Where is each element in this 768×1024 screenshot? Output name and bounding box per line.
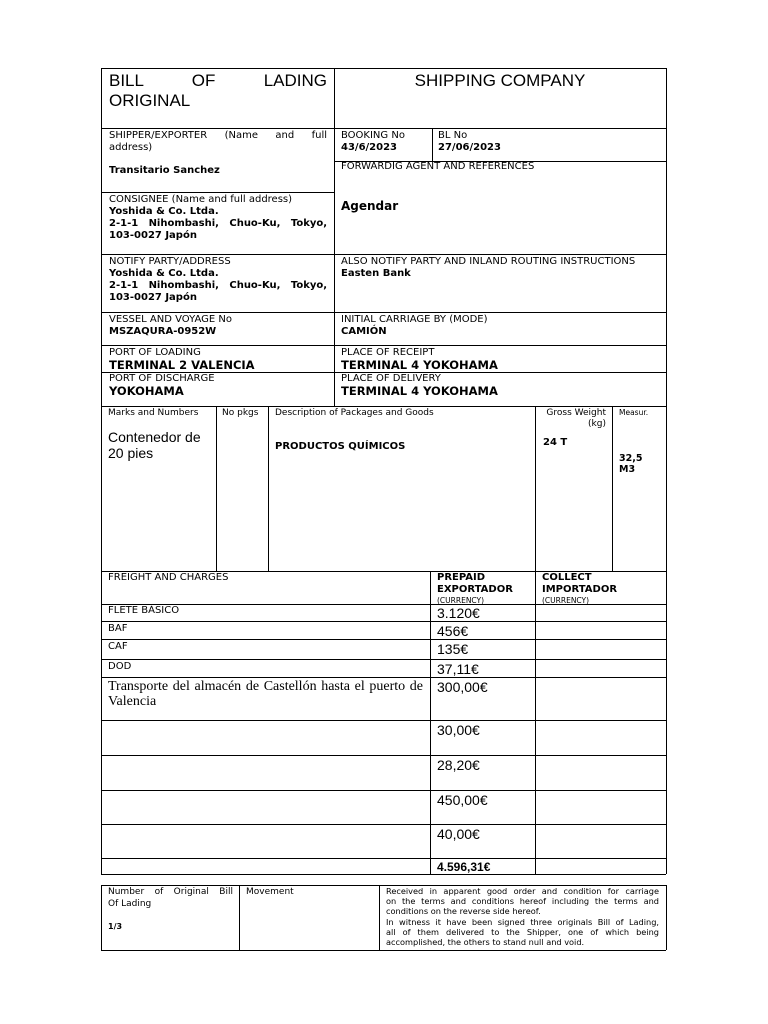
freight-row-desc: BAF [108, 623, 128, 634]
marks-label: Marks and Numbers [108, 408, 199, 418]
place-delivery-label: PLACE OF DELIVERY [341, 373, 441, 384]
freight-row-prepaid: 135€ [437, 641, 469, 657]
notify-line1: Yoshida & Co. Ltda. [109, 268, 219, 279]
rule [101, 621, 666, 622]
rule [101, 345, 666, 346]
freight-total: 4.596,31€ [437, 860, 491, 874]
bl-value: 27/06/2023 [438, 142, 501, 153]
vessel-label: VESSEL AND VOYAGE No [109, 314, 232, 325]
consignee-line3: 103-0027 Japón [109, 230, 197, 241]
pkgs-label: No pkgs [222, 408, 259, 418]
booking-value: 43/6/2023 [341, 142, 398, 153]
shipper-value: Transitario Sanchez [109, 165, 220, 176]
rule [101, 790, 666, 791]
rule [101, 885, 102, 950]
rule [101, 755, 666, 756]
port-discharge-value: YOKOHAMA [109, 384, 184, 398]
freight-row-prepaid: 300,00€ [437, 679, 488, 695]
freight-row-desc: DOD [108, 661, 132, 672]
rule [379, 885, 380, 950]
consignee-label: CONSIGNEE (Name and full address) [109, 194, 293, 205]
freight-row-prepaid: 40,00€ [437, 826, 480, 842]
notify-label: NOTIFY PARTY/ADDRESS [109, 256, 231, 267]
place-delivery-value: TERMINAL 4 YOKOHAMA [341, 384, 498, 398]
also-notify-label: ALSO NOTIFY PARTY AND INLAND ROUTING INSTRUCTIONS [341, 256, 636, 267]
marks-value: Contenedor de 20 pies [108, 429, 201, 461]
bl-label: BL No [438, 130, 468, 141]
rule [334, 68, 335, 406]
notify-line2: 2-1-1 Nihombashi, Chuo-Ku, Tokyo, [109, 280, 328, 291]
description-label: Description of Packages and Goods [275, 408, 434, 418]
freight-row-desc: Transporte del almacén de Castellón hasta el puerto de [108, 679, 423, 694]
rule [101, 874, 666, 875]
measure-value: 32,5 M3 [619, 453, 643, 475]
freight-row-desc-line2: Valencia [108, 694, 157, 709]
shipper-label: SHIPPER/EXPORTER (Name and full [109, 130, 328, 141]
originals-label-line2: Of Lading [108, 899, 152, 909]
initial-carriage-value: CAMIÓN [341, 326, 387, 337]
measure-label: Measur. [619, 408, 649, 417]
rule [432, 128, 433, 161]
freight-row-desc: CAF [108, 641, 128, 652]
shipper-label-line2: address) [109, 142, 153, 153]
prepaid-header: PREPAID EXPORTADOR (CURRENCY) [437, 572, 513, 605]
rule [101, 254, 666, 255]
originals-value: 1/3 [108, 922, 123, 931]
rule [535, 406, 536, 874]
shipping-company: SHIPPING COMPANY [414, 71, 586, 90]
booking-label: BOOKING No [341, 130, 405, 141]
consignee-line2: 2-1-1 Nihombashi, Chuo-Ku, Tokyo, [109, 218, 328, 229]
rule [101, 192, 334, 193]
forwarding-value: Agendar [341, 199, 399, 213]
rule [666, 68, 667, 874]
freight-row-prepaid: 3.120€ [437, 605, 480, 621]
goods-description: PRODUCTOS QUÍMICOS [275, 441, 406, 452]
freight-label: FREIGHT AND CHARGES [108, 572, 229, 583]
freight-row-prepaid: 450,00€ [437, 792, 488, 808]
rule [239, 885, 240, 950]
vessel-value: MSZAQURA-0952W [109, 326, 217, 337]
rule [101, 858, 666, 859]
also-notify-value: Easten Bank [341, 268, 411, 279]
port-loading-label: PORT OF LOADING [109, 347, 201, 358]
rule [101, 68, 102, 874]
collect-header: COLLECT IMPORTADOR (CURRENCY) [542, 572, 618, 605]
terms-text: Received in apparent good order and condition for carriage on the terms and conditions hereof including the terms and conditions on the reverse side hereof. In witness it have been signed three originals Bill of Lading, all of them delivered to the Shipper, one of which being accomplished, the others to stand null and void. [386, 886, 659, 948]
gross-weight-label: Gross Weight (kg) [546, 408, 606, 429]
initial-carriage-label: INITIAL CARRIAGE BY (MODE) [341, 314, 488, 325]
gross-weight-value: 24 T [543, 437, 568, 448]
place-receipt-label: PLACE OF RECEIPT [341, 347, 435, 358]
rule [430, 571, 431, 874]
notify-line3: 103-0027 Japón [109, 292, 197, 303]
rule [666, 885, 667, 950]
port-loading-value: TERMINAL 2 VALENCIA [109, 358, 255, 372]
consignee-line1: Yoshida & Co. Ltda. [109, 206, 219, 217]
rule [216, 406, 217, 571]
freight-row-desc: FLETE BÁSICO [108, 605, 180, 616]
originals-label: Number of Original Bill [108, 887, 233, 897]
rule [101, 824, 666, 825]
movement-label: Movement [246, 887, 294, 897]
port-discharge-label: PORT OF DISCHARGE [109, 373, 215, 384]
document-title-line1: BILL OF LADING [109, 71, 327, 90]
freight-row-prepaid: 37,11€ [437, 661, 479, 677]
place-receipt-value: TERMINAL 4 YOKOHAMA [341, 358, 498, 372]
forwarding-label: FORWARDIG AGENT AND REFERENCES [341, 161, 535, 172]
rule [101, 406, 666, 407]
rule [101, 677, 666, 678]
document-title-line2: ORIGINAL [109, 91, 191, 110]
freight-row-prepaid: 28,20€ [437, 757, 480, 773]
rule [101, 128, 666, 129]
rule [101, 659, 666, 660]
rule [612, 406, 613, 571]
rule [101, 950, 666, 951]
freight-row-prepaid: 30,00€ [437, 722, 480, 738]
freight-row-prepaid: 456€ [437, 623, 469, 639]
rule [101, 720, 666, 721]
rule [101, 312, 666, 313]
rule [101, 639, 666, 640]
rule [268, 406, 269, 571]
rule [101, 68, 666, 69]
